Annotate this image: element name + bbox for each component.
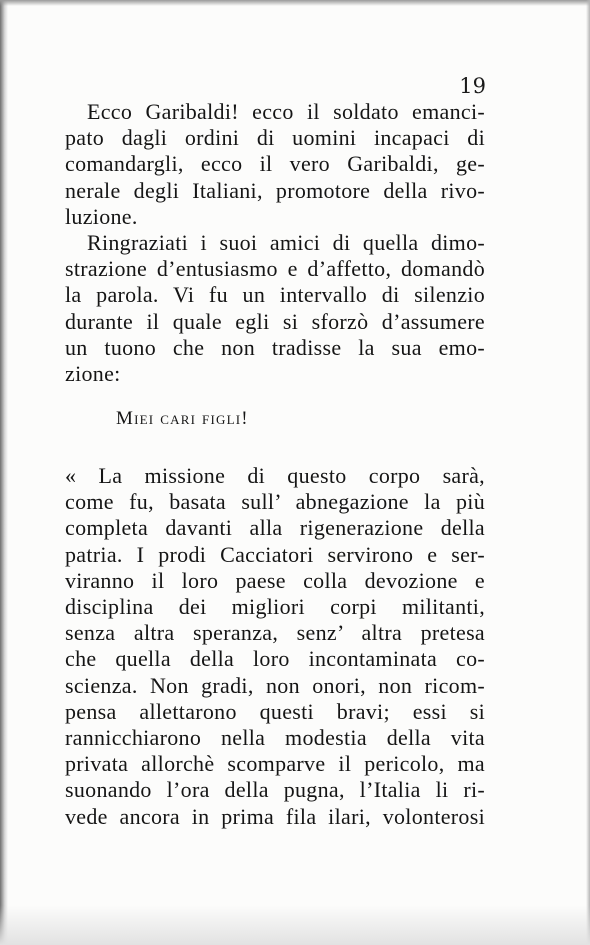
speech-text <box>65 463 485 830</box>
speech-line: senza altra speranza, senz’ altra pretesa <box>65 620 485 646</box>
page-edge-left <box>0 0 8 945</box>
paragraph-1-line: nerale degli Italiani, promotore della rivo- <box>65 177 485 203</box>
narrative-text <box>65 99 485 387</box>
speech-line: viranno il loro paese colla devozione e <box>65 567 485 593</box>
page-number: 19 <box>459 74 486 98</box>
paragraph-1-line: comandargli, ecco il vero Garibaldi, ge- <box>65 151 485 177</box>
paragraph-1-line: Ecco Garibaldi! ecco il soldato emanci- <box>87 99 485 124</box>
paragraph-2-line: zione: <box>65 361 121 387</box>
paragraph-2-line: la parola. Vi fu un intervallo di silenzio <box>65 282 485 308</box>
speech-line: rannicchiarono nella modestia della vita <box>65 725 485 751</box>
speech-line: come fu, basata sull’ abnegazione la più <box>65 489 485 515</box>
speech-line: patria. I prodi Cacciatori servirono e ser- <box>65 541 485 567</box>
speech-line: pensa allettarono questi bravi; essi si <box>65 698 485 724</box>
paragraph-2-line: strazione d’entusiasmo e d’affetto, domandò <box>65 256 485 282</box>
paragraph-1-line: luzione. <box>65 203 138 229</box>
speech-line: suonando l’ora della pugna, l’Italia li ri- <box>65 777 485 803</box>
page-edge-bottom <box>0 905 590 945</box>
speech-line: che quella della loro incontaminata co- <box>65 646 485 672</box>
paragraph-2-line: durante il quale egli si sforzò d’assumere <box>65 308 485 334</box>
salutation-heading: Miei cari figli! <box>116 408 249 429</box>
speech-line: privata allorchè scomparve il pericolo, ma <box>65 751 485 777</box>
speech-line: completa davanti alla rigenerazione della <box>65 515 485 541</box>
paragraph-1-line: pato dagli ordini di uomini incapaci di <box>65 125 485 151</box>
paragraph-2-line: un tuono che non tradisse la sua emo- <box>65 334 485 360</box>
speech-line: vede ancora in prima fila ilari, volonterosi <box>65 803 485 829</box>
paragraph-2-line: Ringraziati i suoi amici di quella dimo- <box>87 230 485 256</box>
speech-line: « La missione di questo corpo sarà, <box>65 463 485 488</box>
speech-line: disciplina dei migliori corpi militanti, <box>65 594 485 620</box>
page-edge-right <box>586 0 590 945</box>
speech-line: scienza. Non gradi, non onori, non ricom- <box>65 672 485 698</box>
page-edge-top <box>0 0 590 6</box>
